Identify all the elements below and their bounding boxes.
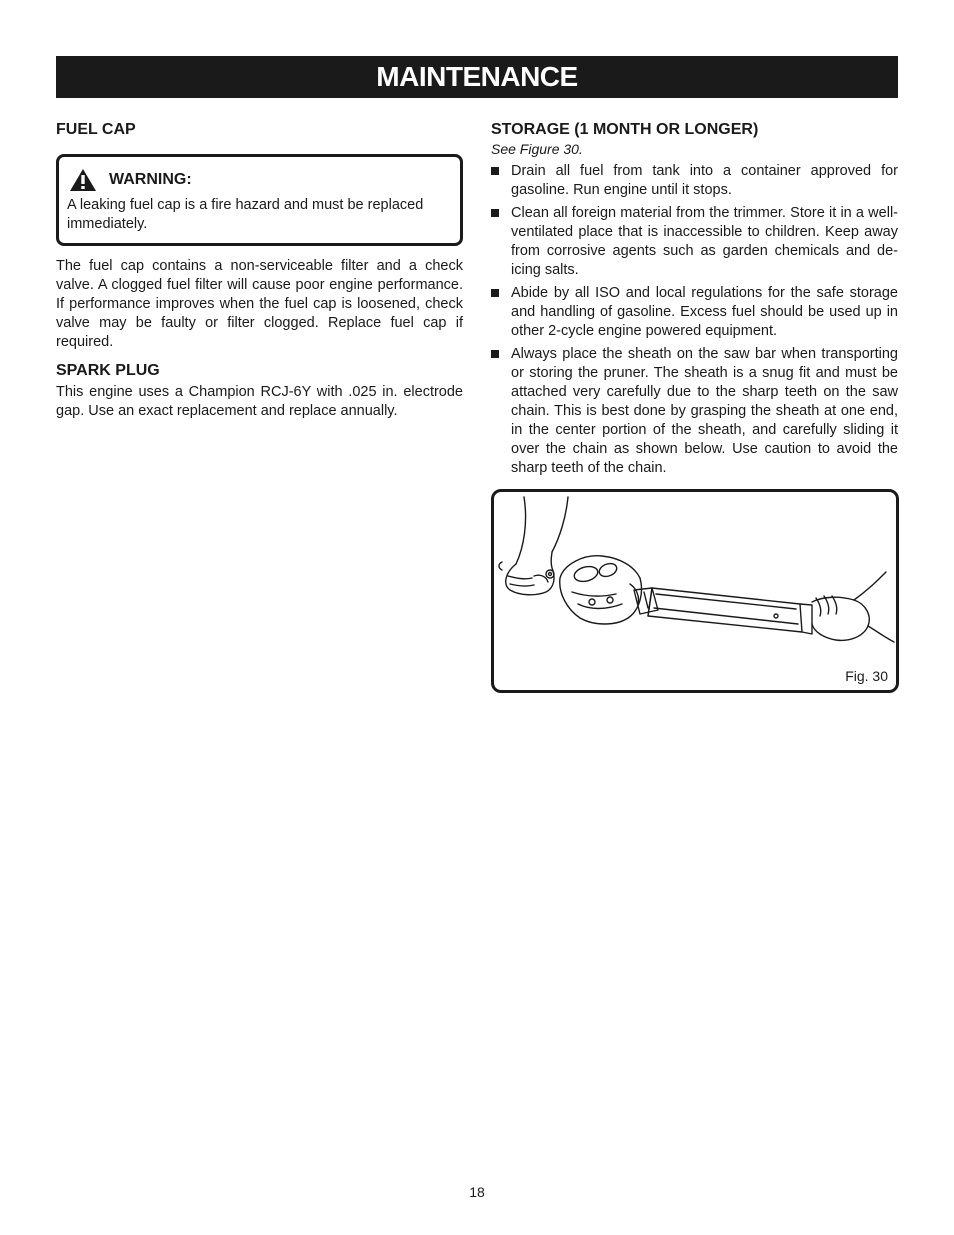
- page-title: MAINTENANCE: [376, 61, 578, 92]
- warning-header: [67, 169, 452, 191]
- list-item: Abide by all ISO and local regulations for the safe storage and handling of gasoline. Excess fuel should be used up in other 2-cycle engine powered equipment.: [491, 284, 898, 341]
- page-number: 18: [469, 1184, 485, 1200]
- warning-box: [56, 154, 463, 246]
- page-title-bar: [56, 56, 898, 98]
- warning-text: A leaking fuel cap is a fire hazard and must be replaced immediately.: [67, 197, 424, 232]
- storage-list: [491, 162, 898, 478]
- list-item: Always place the sheath on the saw bar when transporting or storing the pruner. The sheath is a snug fit and must be attached very carefully due to the sharp teeth on the saw chain. This is best done by grasping the sheath at one end, in the center portion of the sheath, and carefully sliding it over the chain as shown below. Use caution to avoid the sharp teeth of the chain.: [491, 345, 898, 478]
- square-bullet-icon: [491, 350, 499, 358]
- spark-plug-heading: SPARK PLUG: [56, 362, 160, 379]
- fuel-cap-body: The fuel cap contains a non-serviceable filter and a check valve. A clogged fuel filter will cause poor engine performance. If performance improves when the fuel cap is loosened, check valve may be faulty or filter clogged. Replace fuel cap if required.: [56, 258, 463, 350]
- square-bullet-icon: [491, 209, 499, 217]
- figure-30: [491, 489, 899, 693]
- square-bullet-icon: [491, 289, 499, 297]
- spark-plug-body: This engine uses a Champion RCJ-6Y with .025 in. electrode gap. Use an exact replacement and replace annually.: [56, 384, 463, 419]
- square-bullet-icon: [491, 167, 499, 175]
- right-column: [491, 120, 898, 482]
- sheath-illustration: [494, 492, 896, 690]
- see-figure-note: See Figure 30.: [491, 141, 583, 157]
- warning-triangle-icon: [69, 168, 97, 192]
- fuel-cap-heading: FUEL CAP: [56, 121, 136, 138]
- list-item: Drain all fuel from tank into a container approved for gasoline. Run engine until it stops.: [491, 162, 898, 200]
- warning-label: WARNING:: [109, 171, 192, 188]
- list-item: Clean all foreign material from the trimmer. Store it in a well-ventilated place that is inaccessible to children. Keep away from corrosive agents such as garden chemicals and de-icing salts.: [491, 204, 898, 280]
- figure-label: Fig. 30: [845, 668, 888, 684]
- storage-heading: STORAGE (1 MONTH OR LONGER): [491, 121, 759, 138]
- left-column: [56, 120, 463, 421]
